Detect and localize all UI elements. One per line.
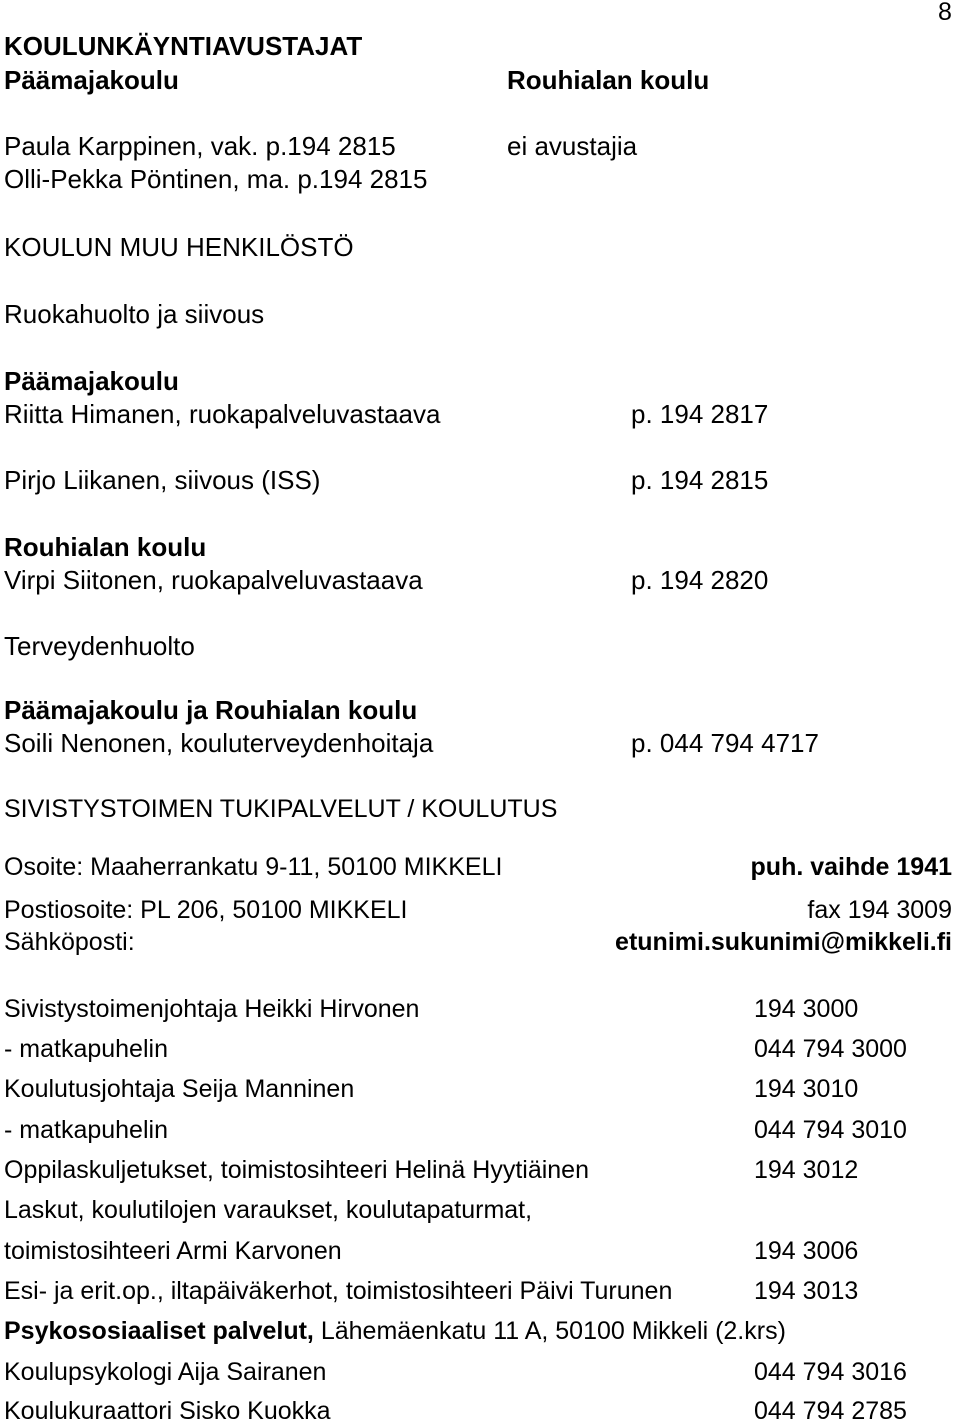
contact-phone: 044 794 3000 xyxy=(754,1035,907,1063)
assistants-main-school-heading: Päämajakoulu xyxy=(4,65,179,95)
contact-name: - matkapuhelin xyxy=(4,1035,168,1063)
email-label: Sähköposti: xyxy=(4,928,135,956)
assistant-line-1: Paula Karppinen, vak. p.194 2815 xyxy=(4,131,396,161)
assistants-other-school-text: ei avustajia xyxy=(507,131,638,161)
fax-number: fax 194 3009 xyxy=(807,896,952,924)
contact-name: Esi- ja erit.op., iltapäiväkerhot, toimistosihteeri Päivi Turunen xyxy=(4,1277,673,1305)
food-cleaning-heading: Ruokahuolto ja siivous xyxy=(4,299,265,329)
page-number: 8 xyxy=(938,0,952,26)
contact-name: Koulupsykologi Aija Sairanen xyxy=(4,1358,327,1386)
contact-phone: 044 794 2785 xyxy=(754,1397,907,1425)
contact-phone: 194 3006 xyxy=(754,1237,859,1265)
contact-name: Koulukuraattori Sisko Kuokka xyxy=(4,1397,331,1425)
contact-name: Oppilaskuljetukset, toimistosihteeri Helinä Hyytiäinen xyxy=(4,1156,589,1184)
contact-name: toimistosihteeri Armi Karvonen xyxy=(4,1237,342,1265)
staff-other-school-heading: Rouhialan koulu xyxy=(4,532,207,562)
services-heading: SIVISTYSTOIMEN TUKIPALVELUT / KOULUTUS xyxy=(4,795,558,823)
contact-phone: 044 794 3016 xyxy=(754,1358,907,1386)
staff-phone: p. 044 794 4717 xyxy=(631,728,819,758)
contact-phone: 194 3012 xyxy=(754,1156,859,1184)
assistants-heading: KOULUNKÄYNTIAVUSTAJAT xyxy=(4,31,363,61)
email-value: etunimi.sukunimi@mikkeli.fi xyxy=(615,928,952,956)
health-heading: Terveydenhuolto xyxy=(4,631,195,661)
contact-name: - matkapuhelin xyxy=(4,1116,168,1144)
psychosocial-services-title: Psykososiaaliset palvelut, xyxy=(4,1317,314,1345)
contact-phone: 194 3013 xyxy=(754,1277,859,1305)
contact-phone: 194 3000 xyxy=(754,995,859,1023)
staff-main-school-heading: Päämajakoulu xyxy=(4,366,179,396)
contact-name: Laskut, koulutilojen varaukset, koulutapaturmat, xyxy=(4,1196,533,1224)
psychosocial-services-address: Lähemäenkatu 11 A, 50100 Mikkeli (2.krs) xyxy=(313,1317,786,1345)
staff-name: Virpi Siitonen, ruokapalveluvastaava xyxy=(4,565,423,595)
assistant-line-2: Olli-Pekka Pöntinen, ma. p.194 2815 xyxy=(4,164,428,194)
staff-phone: p. 194 2815 xyxy=(631,465,769,495)
psychosocial-services-line xyxy=(4,1319,786,1344)
contact-phone: 194 3010 xyxy=(754,1075,859,1103)
health-schools-heading: Päämajakoulu ja Rouhialan koulu xyxy=(4,695,418,725)
contact-name: Sivistystoimenjohtaja Heikki Hirvonen xyxy=(4,995,420,1023)
other-staff-heading: KOULUN MUU HENKILÖSTÖ xyxy=(4,232,354,262)
staff-name: Riitta Himanen, ruokapalveluvastaava xyxy=(4,399,441,429)
postal-address: Postiosoite: PL 206, 50100 MIKKELI xyxy=(4,896,408,924)
address-label: Osoite: Maaherrankatu 9-11, 50100 MIKKELI xyxy=(4,853,503,881)
assistants-other-school-heading: Rouhialan koulu xyxy=(507,65,710,95)
contact-name: Koulutusjohtaja Seija Manninen xyxy=(4,1075,355,1103)
staff-phone: p. 194 2820 xyxy=(631,565,769,595)
staff-name: Soili Nenonen, kouluterveydenhoitaja xyxy=(4,728,434,758)
staff-phone: p. 194 2817 xyxy=(631,399,769,429)
switchboard: puh. vaihde 1941 xyxy=(750,853,952,881)
contact-phone: 044 794 3010 xyxy=(754,1116,907,1144)
staff-name: Pirjo Liikanen, siivous (ISS) xyxy=(4,465,321,495)
